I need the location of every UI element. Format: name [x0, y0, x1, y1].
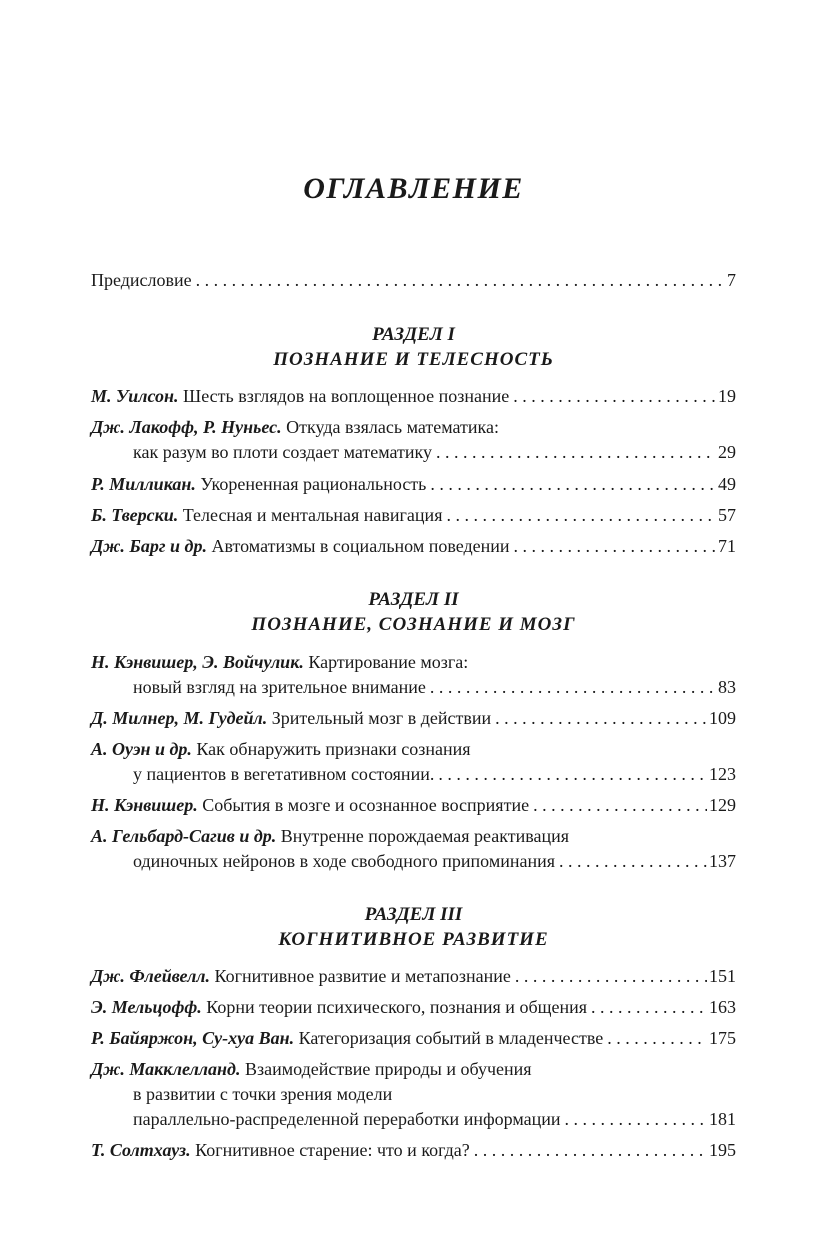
toc-entry [91, 503, 736, 528]
entry-title-continued: как разум во плоти создает математику [133, 442, 433, 462]
toc-entry [91, 964, 736, 989]
leader-dots [196, 268, 725, 293]
section-heading-1 [0, 322, 827, 372]
toc-entry [91, 737, 736, 787]
toc-entry [91, 534, 736, 559]
entry-author: Дж. Барг и др. [91, 536, 207, 556]
entry-title: Внутренне порождаемая реактивация [280, 826, 570, 846]
entry-title-continued: параллельно-распределенной переработки информации [133, 1109, 561, 1129]
entry-author: Дж. Флейвелл. [91, 966, 211, 986]
page-number: 109 [709, 708, 736, 728]
page-number: 129 [709, 795, 736, 815]
toc-entry [91, 650, 736, 700]
entry-title: Корни теории психического, познания и общения [206, 997, 587, 1017]
entry-title: Шесть взглядов на воплощенное познание [183, 386, 510, 406]
toc-entry [91, 793, 736, 818]
entry-title: Категоризация событий в младенчестве [298, 1028, 604, 1048]
entry-title: Картирование мозга: [308, 652, 469, 672]
page-number: 123 [709, 764, 736, 784]
page-title: ОГЛАВЛЕНИЕ [303, 172, 524, 205]
entry-title: Зрительный мозг в действии [271, 708, 492, 728]
toc-entry [91, 1057, 736, 1132]
leader-dots [559, 849, 707, 874]
leader-dots [474, 1138, 707, 1163]
leader-dots [515, 964, 707, 989]
page-number: 57 [718, 505, 736, 525]
leader-dots [591, 995, 707, 1020]
leader-dots [495, 706, 707, 731]
entry-title: Предисловие [91, 270, 192, 290]
entry-title: Взаимодействие природы и обучения [244, 1059, 532, 1079]
entry-author: Р. Милликан. [91, 474, 196, 494]
page-number: 163 [709, 997, 736, 1017]
toc-entry [91, 384, 736, 409]
entry-title: Откуда взялась математика: [286, 417, 499, 437]
toc-entry-preface [91, 268, 736, 293]
entry-author: А. Оуэн и др. [91, 739, 192, 759]
entry-author: Б. Тверски. [91, 505, 179, 525]
leader-dots [607, 1026, 707, 1051]
leader-dots [436, 440, 716, 465]
entry-title: Автоматизмы в социальном поведении [211, 536, 510, 556]
section-heading-3 [0, 902, 827, 952]
section-number: РАЗДЕЛ I [372, 324, 455, 345]
entry-author: Дж. Лакофф, Р. Нуньес. [91, 417, 282, 437]
entry-title: Как обнаружить признаки сознания [196, 739, 471, 759]
entry-author: Н. Кэнвишер. [91, 795, 198, 815]
section-number: РАЗДЕЛ II [368, 589, 459, 610]
entry-title: Укорененная рациональность [200, 474, 427, 494]
page-number: 151 [709, 966, 736, 986]
leader-dots [533, 793, 707, 818]
entry-title: Телесная и ментальная навигация [182, 505, 443, 525]
toc-entry [91, 415, 736, 465]
toc-entry [91, 472, 736, 497]
section-title: ПОЗНАНИЕ И ТЕЛЕСНОСТЬ [273, 349, 554, 370]
entry-author: Н. Кэнвишер, Э. Войчулик. [91, 652, 304, 672]
entry-title-continued: у пациентов в вегетативном состоянии. [133, 764, 435, 784]
page-number: 195 [709, 1140, 736, 1160]
toc-entry [91, 1138, 736, 1163]
entry-title-continued: в развитии с точки зрения модели [133, 1084, 393, 1104]
entry-title-continued: новый взгляд на зрительное внимание [133, 677, 426, 697]
entry-author: Э. Мельцофф. [91, 997, 202, 1017]
leader-dots [438, 762, 707, 787]
toc-entry [91, 995, 736, 1020]
leader-dots [430, 675, 716, 700]
entry-title-continued: одиночных нейронов в ходе свободного припоминания [133, 851, 556, 871]
entry-author: Дж. Макклелланд. [91, 1059, 241, 1079]
entry-title: Когнитивное старение: что и когда? [195, 1140, 470, 1160]
entry-author: Д. Милнер, М. Гудейл. [91, 708, 268, 728]
page-number: 7 [727, 270, 736, 290]
toc-entry [91, 824, 736, 874]
leader-dots [565, 1107, 708, 1132]
page-number: 181 [709, 1109, 736, 1129]
page-number: 19 [718, 386, 736, 406]
entry-author: Р. Байяржон, Су-хуа Ван. [91, 1028, 295, 1048]
entry-author: Т. Солтхауз. [91, 1140, 191, 1160]
page-number: 71 [718, 536, 736, 556]
section-title: КОГНИТИВНОЕ РАЗВИТИЕ [278, 929, 549, 950]
leader-dots [513, 384, 716, 409]
entry-title: События в мозге и осознанное восприятие [202, 795, 530, 815]
toc-entry [91, 1026, 736, 1051]
toc-entry [91, 706, 736, 731]
page-number: 29 [718, 442, 736, 462]
section-number: РАЗДЕЛ III [364, 904, 463, 925]
entry-title: Когнитивное развитие и метапознание [214, 966, 511, 986]
page-number: 83 [718, 677, 736, 697]
entry-author: М. Уилсон. [91, 386, 179, 406]
leader-dots [446, 503, 716, 528]
page-number: 175 [709, 1028, 736, 1048]
section-title: ПОЗНАНИЕ, СОЗНАНИЕ И МОЗГ [251, 614, 576, 635]
entry-author: А. Гельбард-Сагив и др. [91, 826, 277, 846]
page-number: 49 [718, 474, 736, 494]
leader-dots [430, 472, 716, 497]
leader-dots [514, 534, 716, 559]
page-number: 137 [709, 851, 736, 871]
section-heading-2 [0, 587, 827, 637]
